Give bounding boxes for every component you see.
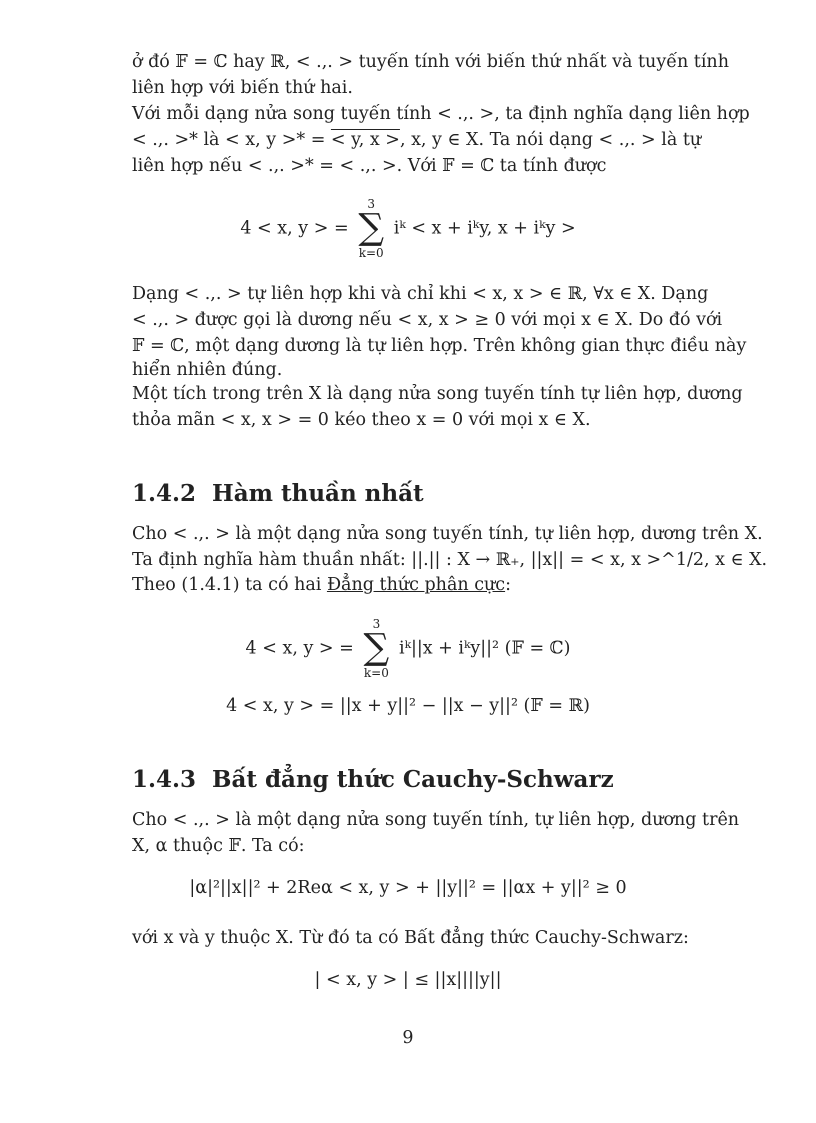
sum-lower-limit: k=0: [363, 666, 389, 680]
section-number: 1.4.2: [132, 480, 197, 507]
section-title: Hàm thuần nhất: [212, 480, 424, 507]
sum-upper-limit: 3: [372, 617, 381, 631]
formula-polarization-real: 4 < x, y > = ||x + y||² − ||x − y||² (𝔽 = ℝ): [226, 696, 590, 716]
text-line: thỏa mãn < x, x > = 0 kéo theo x = 0 với mọi x ∈ X.: [132, 410, 591, 430]
text-line: liên hợp với biến thứ hai.: [132, 78, 353, 98]
sum-lower-limit: k=0: [358, 246, 384, 260]
text-line: liên hợp nếu < .,. >* = < .,. >. Với 𝔽 = ℂ ta tính được: [132, 156, 607, 176]
text-fragment: , x, y ∈ X. Ta nói dạng < .,. > là tự: [399, 130, 702, 150]
text-fragment: :: [505, 575, 511, 595]
text-line: Dạng < .,. > tự liên hợp khi và chỉ khi < x, x > ∈ ℝ, ∀x ∈ X. Dạng: [132, 284, 709, 304]
section-heading: [132, 766, 614, 793]
page-number: 9: [402, 1028, 414, 1048]
text-line: [132, 130, 701, 150]
text-line: ở đó 𝔽 = ℂ hay ℝ, < .,. > tuyến tính với biến thứ nhất và tuyến tính: [132, 52, 729, 72]
text-line: Cho < .,. > là một dạng nửa song tuyến tính, tự liên hợp, dương trên X.: [132, 524, 763, 544]
text-line: X, α thuộc 𝔽. Ta có:: [132, 836, 305, 856]
sum-upper-limit: 3: [367, 197, 376, 211]
formula-right: iᵏ < x + iᵏy, x + iᵏy >: [393, 218, 576, 239]
text-line: 𝔽 = ℂ, một dạng dương là tự liên hợp. Trên không gian thực điều này: [132, 336, 747, 356]
formula-right: iᵏ||x + iᵏy||² (𝔽 = ℂ): [398, 638, 571, 659]
text-line: Ta định nghĩa hàm thuần nhất: ||.|| : X → ℝ₊, ||x|| = < x, x >^1/2, x ∈ X.: [132, 550, 768, 570]
formula-left: 4 < x, y > =: [245, 638, 354, 659]
text-line: [132, 575, 511, 595]
summation-symbol: [354, 198, 388, 260]
text-line: < .,. > được gọi là dương nếu < x, x > ≥ 0 với mọi x ∈ X. Do đó với: [132, 310, 723, 330]
conjugate-expression: < y, x >: [330, 130, 400, 150]
formula-left: 4 < x, y > =: [240, 218, 349, 239]
section-number: 1.4.3: [132, 766, 197, 793]
text-fragment: Theo (1.4.1) ta có hai: [132, 575, 327, 595]
summation-symbol: [359, 618, 393, 680]
text-line: với x và y thuộc X. Từ đó ta có Bất đẳng thức Cauchy-Schwarz:: [132, 928, 689, 948]
sigma-icon: ∑: [358, 207, 385, 248]
sigma-icon: ∑: [363, 627, 390, 668]
text-fragment: < .,. >* là < x, y >* =: [132, 130, 331, 150]
section-heading: [132, 480, 424, 507]
text-line: Cho < .,. > là một dạng nửa song tuyến tính, tự liên hợp, dương trên: [132, 810, 740, 830]
text-line: hiển nhiên đúng.: [132, 360, 283, 380]
formula-polarization-complex: [0, 618, 816, 680]
section-title: Bất đẳng thức Cauchy-Schwarz: [212, 766, 614, 793]
underlined-term: Đẳng thức phân cực: [326, 575, 506, 595]
formula-inequality: |α|²||x||² + 2Reα < x, y > + ||y||² = ||αx + y||² ≥ 0: [189, 878, 627, 898]
text-line: Một tích trong trên X là dạng nửa song tuyến tính tự liên hợp, dương: [132, 384, 743, 404]
formula-polarization-sum: [0, 198, 816, 260]
formula-cauchy-schwarz: | < x, y > | ≤ ||x||||y||: [314, 970, 502, 990]
text-line: Với mỗi dạng nửa song tuyến tính < .,. >, ta định nghĩa dạng liên hợp: [132, 104, 750, 124]
